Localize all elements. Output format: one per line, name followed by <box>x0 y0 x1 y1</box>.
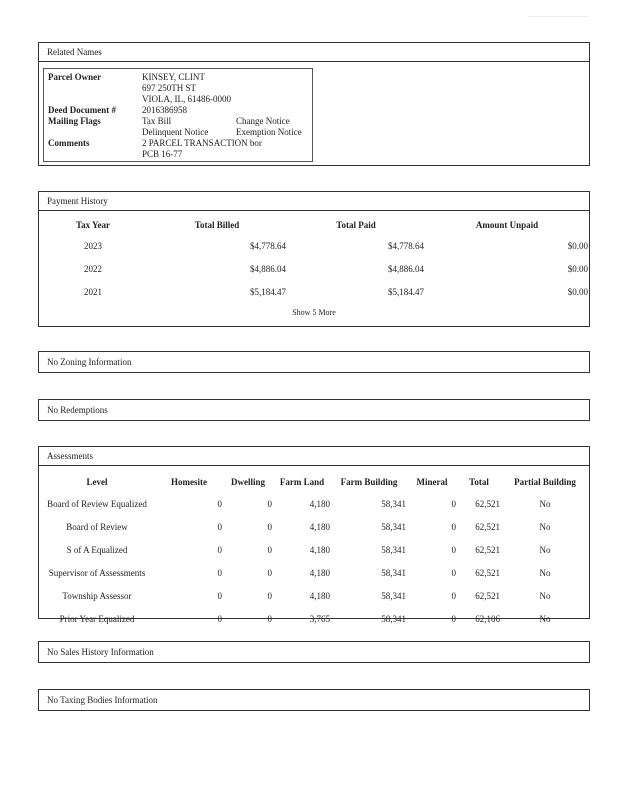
redemptions-text: No Redemptions <box>47 405 108 415</box>
related-names-panel <box>38 42 590 166</box>
total: 62,521 <box>475 544 500 555</box>
dwelling: 0 <box>267 567 272 578</box>
farm-building: 58,341 <box>381 544 406 555</box>
dwelling: 0 <box>267 613 272 624</box>
table-row <box>39 257 589 280</box>
sales-history-text: No Sales History Information <box>47 647 154 657</box>
total: 62,521 <box>475 567 500 578</box>
col-amount-unpaid: Amount Unpaid <box>475 220 539 230</box>
zoning-panel <box>38 351 590 373</box>
col-tax-year: Tax Year <box>75 220 111 230</box>
partial-building: No <box>539 544 551 555</box>
mineral: 0 <box>451 613 456 624</box>
table-row <box>39 234 589 257</box>
corner-mark <box>528 16 588 17</box>
tax-year: 2021 <box>84 286 102 297</box>
sales-history-panel <box>38 641 590 663</box>
payment-history-panel <box>38 191 590 327</box>
farm-building: 58,341 <box>381 567 406 578</box>
total-paid: $4,886.04 <box>388 263 424 274</box>
farm-land: 4,180 <box>309 498 330 509</box>
farm-building: 58,341 <box>381 613 406 624</box>
table-row <box>39 607 589 630</box>
table-header-row <box>39 216 589 234</box>
col-farm-land: Farm Land <box>279 477 325 487</box>
deed-document-value: 2016386958 <box>142 105 187 115</box>
dwelling: 0 <box>267 544 272 555</box>
assessments-title: Assessments <box>39 447 589 466</box>
zoning-text: No Zoning Information <box>47 357 132 367</box>
mineral: 0 <box>451 567 456 578</box>
mineral: 0 <box>451 544 456 555</box>
mailing-flags-label: Mailing Flags <box>48 116 101 126</box>
flag-tax-bill: Tax Bill <box>142 116 172 126</box>
farm-land: 4,180 <box>309 567 330 578</box>
partial-building: No <box>539 521 551 532</box>
assessments-table <box>39 472 589 630</box>
partial-building: No <box>539 613 551 624</box>
homesite: 0 <box>217 498 222 509</box>
table-row <box>39 492 589 515</box>
homesite: 0 <box>217 567 222 578</box>
total-billed: $4,886.04 <box>250 263 286 274</box>
farm-building: 58,341 <box>381 521 406 532</box>
col-mineral: Mineral <box>416 477 448 487</box>
homesite: 0 <box>217 521 222 532</box>
total-paid: $4,778.64 <box>388 240 424 251</box>
tax-year: 2023 <box>84 240 102 251</box>
level: S of A Equalized <box>66 544 128 555</box>
taxing-bodies-text: No Taxing Bodies Information <box>47 695 158 705</box>
level: Township Assessor <box>62 590 132 601</box>
dwelling: 0 <box>267 590 272 601</box>
level: Board of Review Equalized <box>47 498 147 509</box>
total-billed: $4,778.64 <box>250 240 286 251</box>
comments-line-2: PCB 16-77 <box>142 149 183 159</box>
mineral: 0 <box>451 590 456 601</box>
deed-document-label: Deed Document # <box>48 105 116 115</box>
parcel-owner-label: Parcel Owner <box>48 72 102 82</box>
col-total-billed: Total Billed <box>194 220 240 230</box>
table-row <box>39 584 589 607</box>
col-farm-building: Farm Building <box>340 477 398 487</box>
homesite: 0 <box>217 544 222 555</box>
level: Prior Year Equalized <box>59 613 135 624</box>
total: 62,106 <box>475 613 500 624</box>
total-billed: $5,184.47 <box>250 286 286 297</box>
owner-name: KINSEY, CLINT <box>142 72 205 82</box>
table-row <box>39 538 589 561</box>
table-row <box>39 561 589 584</box>
col-dwelling: Dwelling <box>230 477 265 487</box>
amount-unpaid: $0.00 <box>567 263 588 274</box>
table-row <box>39 280 589 303</box>
payment-history-title: Payment History <box>39 192 589 211</box>
farm-building: 58,341 <box>381 498 406 509</box>
farm-land: 4,180 <box>309 590 330 601</box>
amount-unpaid: $0.00 <box>567 286 588 297</box>
farm-building: 58,341 <box>381 590 406 601</box>
amount-unpaid: $0.00 <box>567 240 588 251</box>
level: Board of Review <box>66 521 128 532</box>
related-names-title: Related Names <box>39 43 589 62</box>
table-row <box>39 515 589 538</box>
dwelling: 0 <box>267 498 272 509</box>
flag-change-notice: Change Notice <box>236 116 290 126</box>
partial-building: No <box>539 498 551 509</box>
comments-line-1: 2 PARCEL TRANSACTION bor <box>142 138 262 148</box>
owner-city: VIOLA, IL, 61486-0000 <box>142 94 231 104</box>
farm-land: 4,180 <box>309 521 330 532</box>
col-homesite: Homesite <box>171 477 207 487</box>
farm-land: 4,180 <box>309 544 330 555</box>
total: 62,521 <box>475 498 500 509</box>
col-total: Total <box>469 477 489 487</box>
total: 62,521 <box>475 521 500 532</box>
level: Supervisor of Assessments <box>48 567 146 578</box>
dwelling: 0 <box>267 521 272 532</box>
mineral: 0 <box>451 498 456 509</box>
total-paid: $5,184.47 <box>388 286 424 297</box>
partial-building: No <box>539 567 551 578</box>
col-total-paid: Total Paid <box>336 220 376 230</box>
col-level: Level <box>86 477 108 487</box>
flag-exemption-notice: Exemption Notice <box>236 127 302 137</box>
mineral: 0 <box>451 521 456 532</box>
table-header-row <box>39 472 589 492</box>
partial-building: No <box>539 590 551 601</box>
comments-label: Comments <box>48 138 90 148</box>
payment-history-table <box>39 216 589 303</box>
flag-delinquent-notice: Delinquent Notice <box>142 127 209 137</box>
farm-land: 3,765 <box>309 613 330 624</box>
taxing-bodies-panel <box>38 689 590 711</box>
tax-year: 2022 <box>84 263 102 274</box>
assessments-body <box>39 492 589 630</box>
assessments-panel <box>38 446 590 624</box>
show-more-link[interactable]: Show 5 More <box>292 308 336 317</box>
homesite: 0 <box>217 590 222 601</box>
owner-street: 697 250TH ST <box>142 83 196 93</box>
redemptions-panel <box>38 399 590 421</box>
homesite: 0 <box>217 613 222 624</box>
related-names-box <box>43 68 313 162</box>
col-partial-building: Partial Building <box>514 477 576 487</box>
total: 62,521 <box>475 590 500 601</box>
